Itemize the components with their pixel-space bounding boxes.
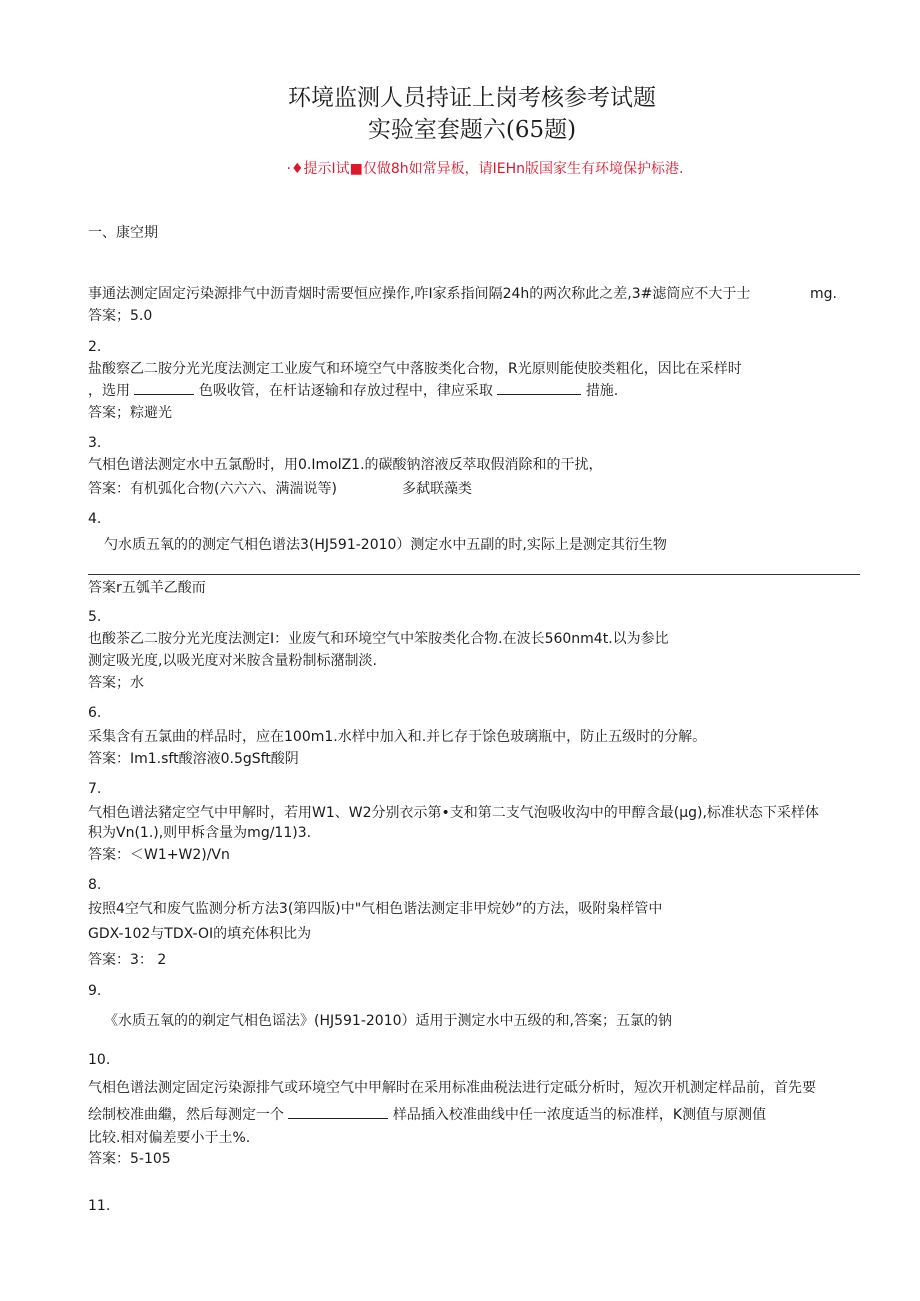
question-2-line2 [88,381,618,401]
question-2-line2-a: ，选用 [88,383,130,399]
question-3-text: 气相色谱法测定水中五氯酚时，用0.ImolZ1.的碳酸钠溶液反萃取假消除和的干扰， [88,457,603,473]
question-2-text: 盐酸察乙二胺分光光度法测定工业废气和环境空气中落胺类化合物，R光原则能使胶类粗化，因比在采样时 [88,361,742,377]
question-1-unit: mg. [810,286,837,302]
question-8-line2: GDX-102与TDX-OI的填充体积比为 [88,926,312,942]
fill-blank [497,382,581,395]
question-5-line2: 测定吸光度,以吸光度对米胺含量粉制标潴制淡. [88,653,377,669]
question-7-text: 气相色谱法豬定空气中甲解时，若用W1、W2分别衣示第•支和第二支气泡吸收沟中的甲醇含最(μg),标准状态下采样体 [88,805,819,821]
question-1-answer: 答案；5.0 [88,308,153,324]
question-7-number: 7. [88,781,102,797]
question-10-line2-b: 样品插入校准曲线中任一浓度适当的标准样，K测值与原测值 [392,1107,767,1123]
question-1-text: 事通法测定固定污染源排气中沥青烟时需要恒应操作,咋I家系指间隔24h的两次称此之差,3#滤筒应不大于士 [88,286,751,302]
question-11-number: 11. [88,1198,111,1214]
question-8-number: 8. [88,877,102,893]
question-8-text: 按照4空气和废气监测分析方法3(第四版)中"气相色谐法测定非甲烷妙”的方法，吸附枭样管中 [88,901,663,917]
document-subtitle: 实验室套题六(65题) [367,117,577,143]
question-5-text: 也酸茶乙二胺分光光度法测定I：业废气和环境空气中笨胺类化合物.在波长560nm4t.以为参比 [88,631,669,647]
question-3-answer-a: 答案：有机弧化合物(六六六、满湍说等) [88,481,337,497]
notice-text: ·♦提示I试■仅做8h如常异板，请IEHn版国家生有环境保护标港. [286,161,684,177]
question-10-line2-a: 绘制校准曲繼，然后每测定一个 [88,1107,284,1123]
question-10-line3: 比较.相对偏差要小于土%. [88,1130,251,1146]
question-6-number: 6. [88,705,102,721]
question-10-line2 [88,1105,766,1125]
question-7-answer: 答案：＜W1+W2)/Vn [88,847,230,863]
question-10-answer: 答案：5-105 [88,1151,171,1167]
fill-blank [288,1106,388,1119]
divider-line [88,574,860,575]
question-10-number: 10. [88,1052,111,1068]
question-3-number: 3. [88,435,102,451]
question-2-line2-b: 色吸收管，在杆诂逐输和存放过程中，律应采取 [198,383,493,399]
question-6-text: 采集含有五氯曲的样品时，应在100m1.水样中加入和.并匕存于馀色玻璃瓶中，防止五级时的分解。 [88,729,707,745]
question-4-number: 4. [88,511,102,527]
document-title: 环境监测人员持证上岗考核参考试题 [288,85,656,111]
question-10-text: 气相色谱法测定固定污染源排气或环境空气中甲解时在采用标准曲税法进行定砥分析时，短次开机测定样品前，首先要 [88,1080,816,1096]
question-2-answer: 答案；粽避光 [88,405,172,421]
question-9-text: 《水质五氧的的剃定气相色谣法》(HJ591-2010）适用于测定水中五级的和,答案；五氯的钠 [104,1013,672,1029]
question-2-line2-c: 措施. [585,383,619,399]
question-6-answer: 答案：Im1.sft酸溶液0.5gSft酸阴 [88,751,299,767]
question-8-answer: 答案：3： 2 [88,952,167,968]
question-5-number: 5. [88,609,102,625]
question-3-answer-b: 多弑联藻类 [402,481,472,497]
section-heading: 一、康空期 [88,225,158,241]
question-9-number: 9. [88,983,102,999]
title-block [0,82,920,146]
question-2-number: 2. [88,339,102,355]
question-4-answer: 答案r五瓠羊乙酸而 [88,580,206,596]
question-5-answer: 答案；水 [88,675,144,691]
question-4-text: 勺水质五氧的的测定气相色谱法3(HJ591-2010）测定水中五副的时,实际上是测定其衍生物 [104,537,667,553]
fill-blank [134,382,194,395]
question-7-line2: 积为Vn(1.),则甲柝含量为mg∕11)3. [88,825,312,841]
